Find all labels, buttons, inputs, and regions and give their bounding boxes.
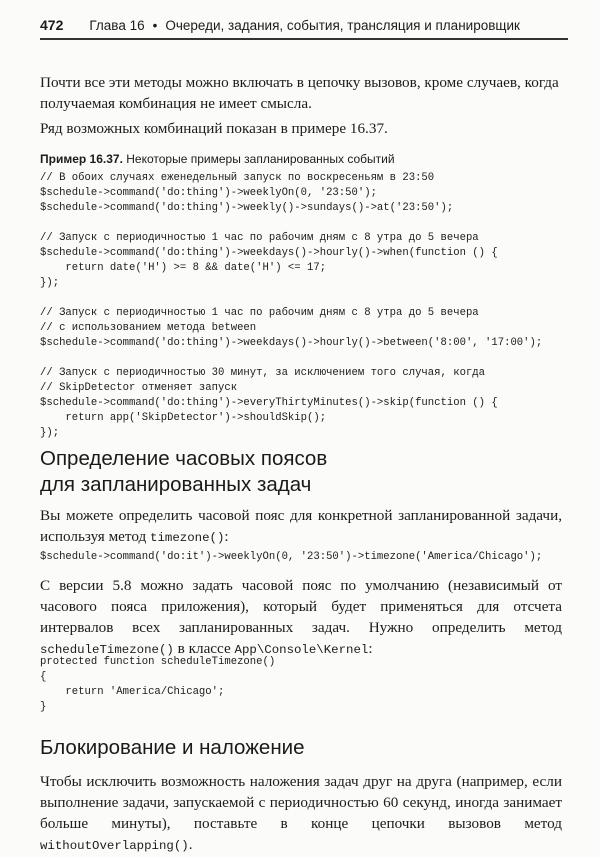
default-timezone-paragraph: [40, 575, 562, 661]
heading-line: Блокирование и наложение: [40, 736, 305, 759]
running-header: [40, 14, 570, 36]
code-line: // В обоих случаях еженедельный запуск по воскресеньям в 23:50: [40, 172, 435, 184]
code-line: [40, 216, 542, 231]
intro-paragraph: Почти все эти методы можно включать в цепочку вызовов, кроме случаев, когда получаемая комбинация не имеет смысла.: [40, 74, 559, 112]
paragraph-text: С версии 5.8 можно задать часовой пояс по умолчанию (независимый от часового пояса приложения), который будет применяться для отсчета интервалов всех запланированных задач. Нужно определить метод: [40, 577, 562, 636]
code-line: // Запуск с периодичностью 1 час по рабочим дням с 8 утра до 5 вечера: [40, 307, 479, 319]
heading-line: Определение часовых поясов: [40, 447, 328, 470]
code-line: {: [40, 671, 47, 683]
code-line: // SkipDetector отменяет запуск: [40, 382, 238, 394]
example-code-block: [40, 171, 542, 441]
paragraph-text: .: [188, 836, 193, 853]
code-line: $schedule->command('do:thing')->weekly()->sundays()->at('23:50');: [40, 202, 454, 214]
section-heading-timezones: [40, 446, 560, 498]
code-line: // Запуск с периодичностью 1 час по рабочим дням с 8 утра до 5 вечера: [40, 232, 479, 244]
code-line: $schedule->command('do:thing')->weeklyOn(0, '23:50');: [40, 187, 377, 199]
code-line: protected function scheduleTimezone(): [40, 656, 276, 668]
code-line: // Запуск с периодичностью 30 минут, за исключением того случая, когда: [40, 367, 486, 379]
page-number: 472: [40, 17, 64, 33]
schedule-timezone-code-block: [40, 655, 275, 715]
inline-code: App\Console\Kernel: [234, 643, 369, 657]
code-line: }: [40, 701, 47, 713]
code-line: [40, 291, 542, 306]
code-line: });: [40, 277, 60, 289]
header-rule: [40, 38, 568, 40]
inline-code: scheduleTimezone(): [40, 643, 174, 657]
code-line: $schedule->command('do:thing')->weekdays()->hourly()->when(function () {: [40, 247, 498, 259]
paragraph-text: :: [224, 528, 229, 545]
chapter-title: Очереди, задания, события, трансляция и планировщик: [165, 18, 520, 33]
examples-reference-paragraph: Ряд возможных комбинаций показан в примере 16.37.: [40, 120, 388, 137]
code-line: $schedule->command('do:thing')->everyThirtyMinutes()->skip(function () {: [40, 397, 498, 409]
code-line: [40, 351, 542, 366]
paragraph-text: Вы можете определить часовой пояс для конкретной запланированной задачи, используя метод: [40, 507, 562, 545]
code-line: return app('SkipDetector')->shouldSkip();: [40, 412, 327, 424]
inline-code: timezone(): [150, 531, 225, 545]
code-line: return 'America/Chicago';: [40, 686, 225, 698]
example-caption: [40, 152, 560, 166]
paragraph-text: Чтобы исключить возможность наложения задач друг на друга (например, если выполнение задачи, запускаемой с периодичностью 60 секунд, иногда занимает больше минуты), поставьте в конце цепочки вызовов метод: [40, 773, 562, 832]
code-line: $schedule->command('do:thing')->weekdays()->hourly()->between('8:00', '17:00');: [40, 337, 543, 349]
section-heading-overlapping: [40, 735, 560, 761]
example-caption-text: Некоторые примеры запланированных событий: [126, 152, 395, 166]
timezone-code-line: [40, 550, 542, 565]
code-line: $schedule->command('do:it')->weeklyOn(0, '23:50')->timezone('America/Chicago');: [40, 551, 543, 563]
example-label: Пример 16.37.: [40, 152, 123, 166]
code-line: });: [40, 427, 60, 439]
code-line: // с использованием метода between: [40, 322, 257, 334]
paragraph-text: :: [368, 640, 373, 657]
timezone-paragraph: [40, 505, 562, 549]
inline-code: withoutOverlapping(): [40, 839, 189, 853]
chapter-label: Глава 16: [89, 18, 145, 33]
heading-line: для запланированных задач: [40, 473, 312, 496]
header-separator: •: [152, 18, 158, 33]
paragraph-text: в классе: [173, 640, 235, 657]
code-line: return date('H') >= 8 && date('H') <= 17;: [40, 262, 327, 274]
overlapping-paragraph: [40, 771, 562, 857]
